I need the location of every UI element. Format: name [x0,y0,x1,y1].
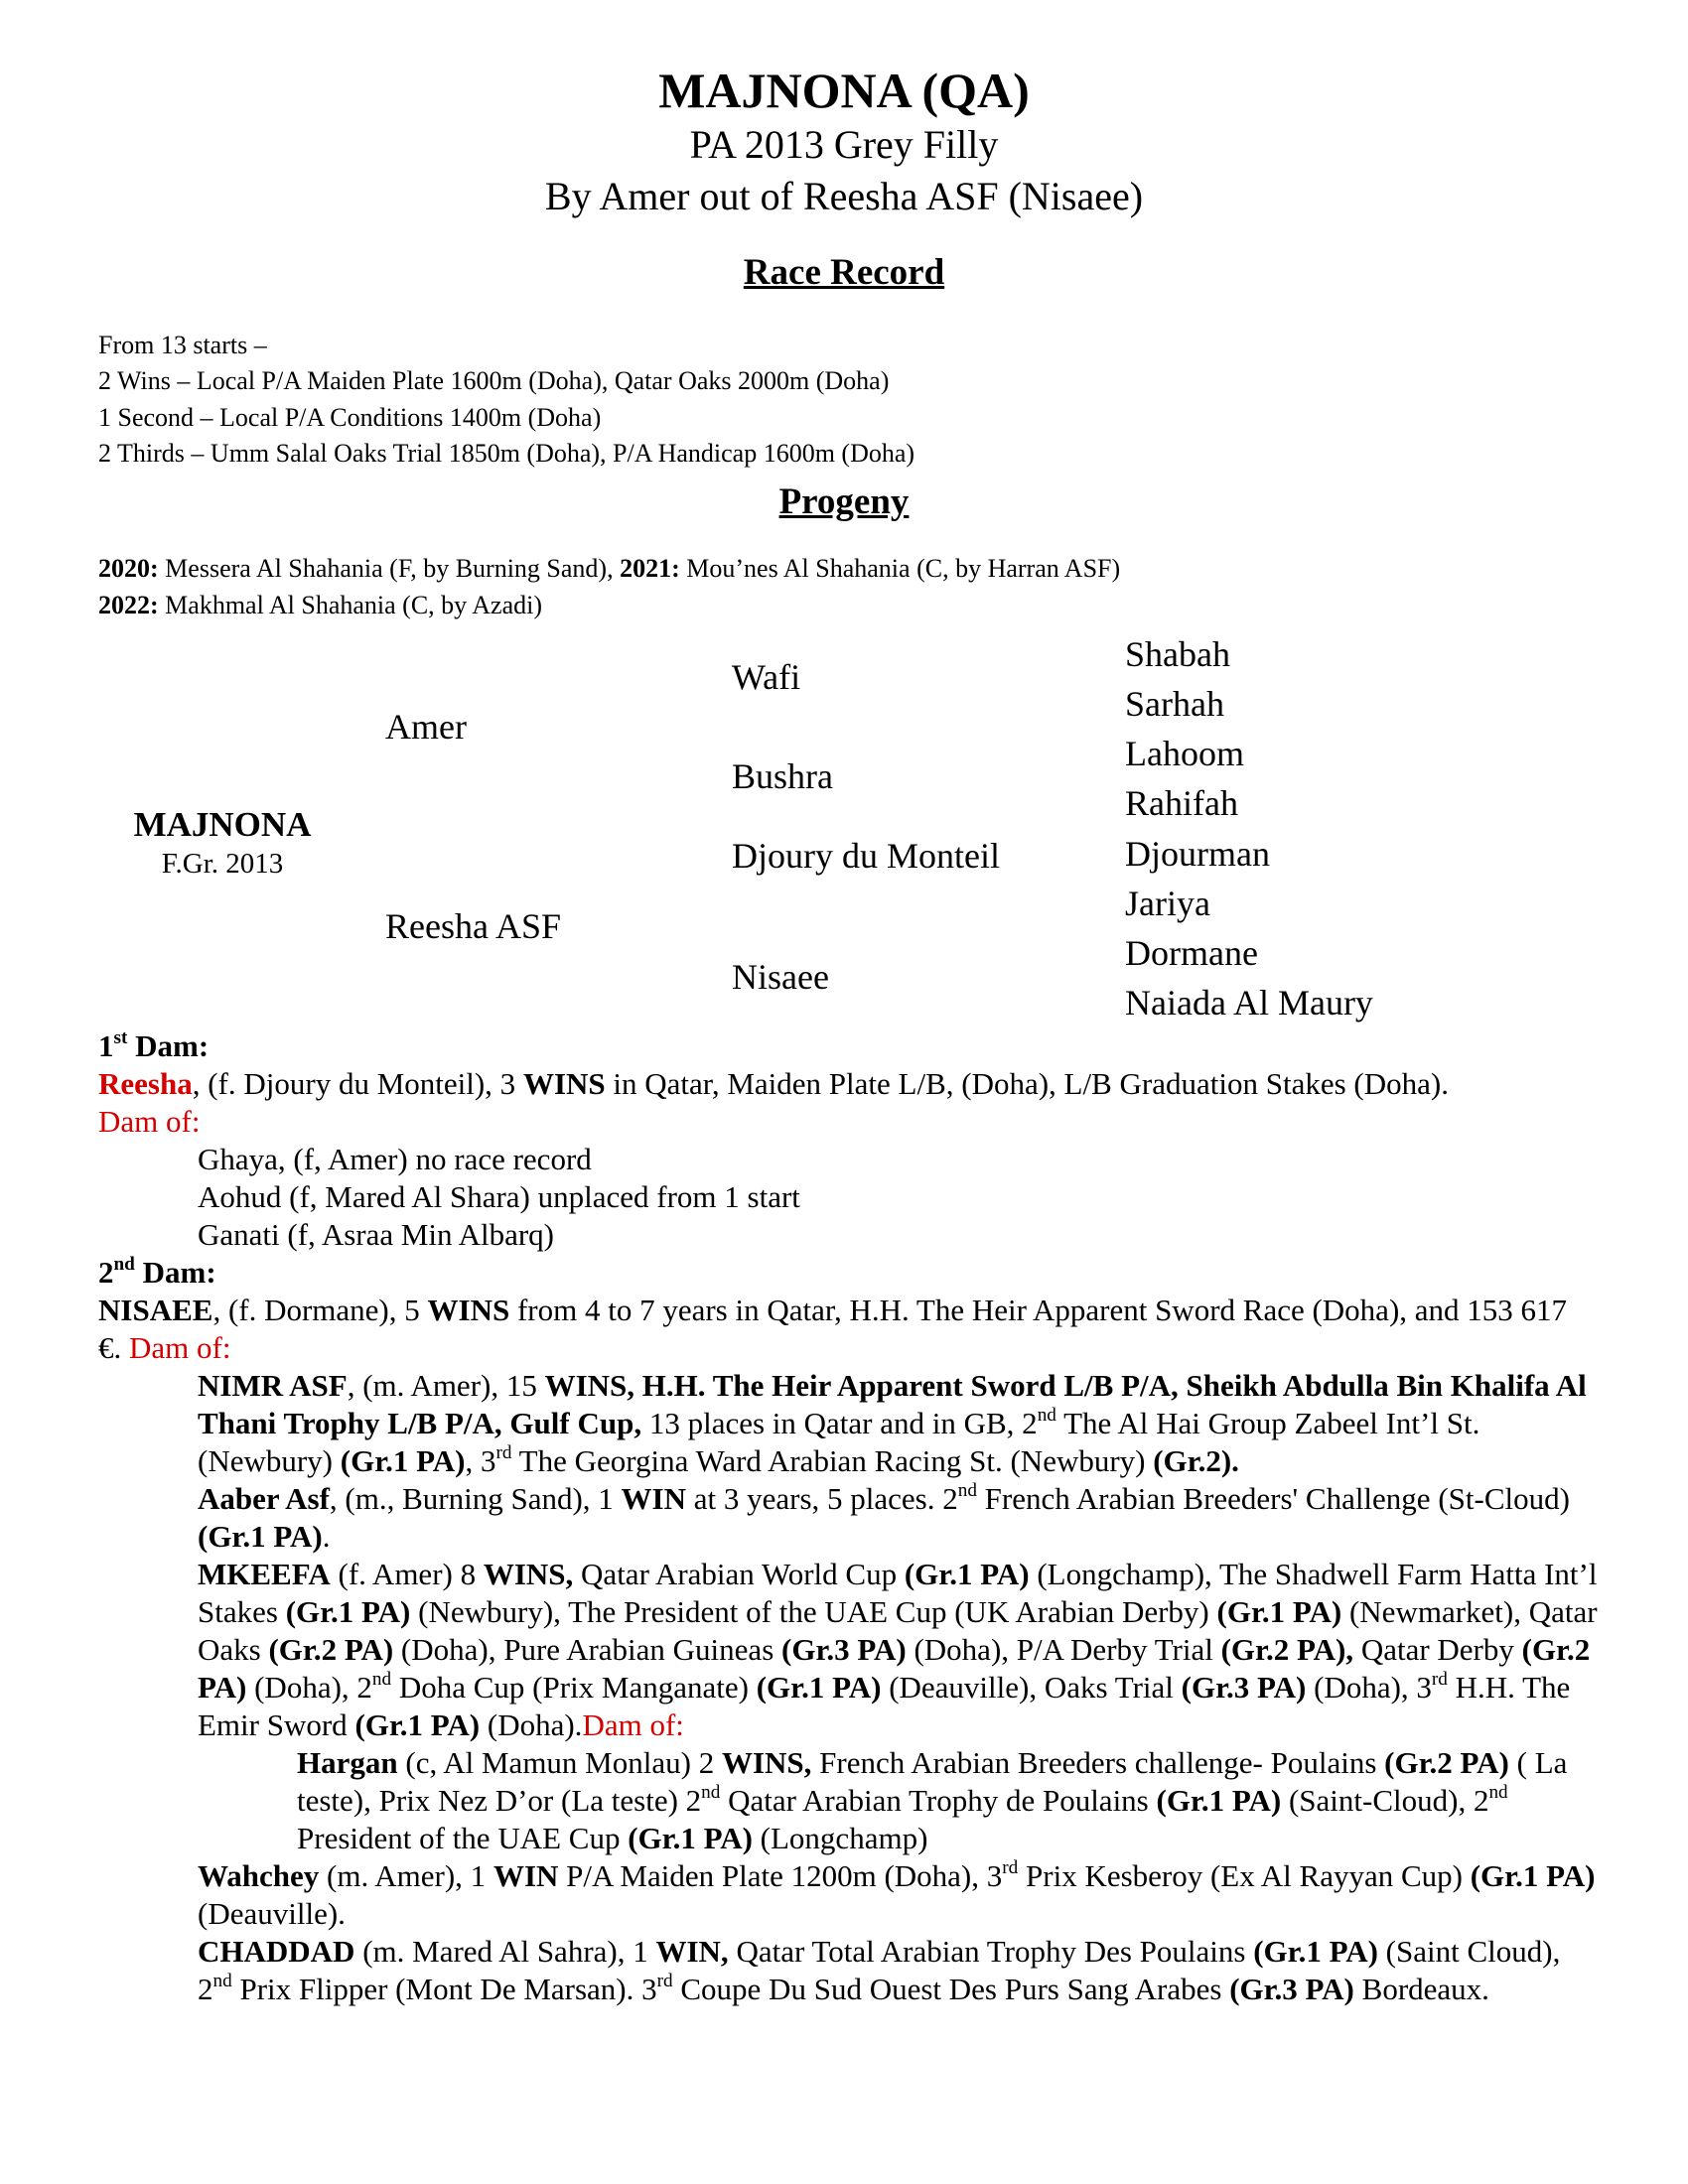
first-dam-entry: Reesha, (f. Djoury du Monteil), 3 WINS in Qatar, Maiden Plate L/B, (Doha), L/B Graduation Stakes (Doha). [98,1066,1449,1101]
offspring-entry: MKEEFA (f. Amer) 8 WINS, Qatar Arabian World Cup (Gr.1 PA) (Longchamp), The Shadwell Farm Hatta Int’l Stakes (Gr.1 PA) (Newbury), The President of the UAE Cup (UK Arabian Derby) (Gr.1 PA) (Newmarket), Qatar Oaks (Gr.2 PA) (Doha), Pure Arabian Guineas (Gr.3 PA) (Doha), P/A Derby Trial (Gr.2 PA), Qatar Derby (Gr.2 PA) (Doha), 2nd Doha Cup (Prix Manganate) (Gr.1 PA) (Deauville), Oaks Trial (Gr.3 PA) (Doha), 3rd H.H. The Emir Sword (Gr.1 PA) (Doha).Dam of: [198,1557,1598,1742]
pedigree-gen2-item: Djoury du Monteil [732,836,1000,876]
progeny-entry: Mou’nes Al Shahania (C, by Harran ASF) [686,554,1121,583]
pedigree-gen3-item: Dormane [1125,933,1258,973]
progeny-year: 2022: [98,591,159,619]
dam-of-label: Dam of: [98,1104,201,1139]
race-record-line: From 13 starts – [98,331,267,359]
race-record-line: 1 Second – Local P/A Conditions 1400m (Doha) [98,403,602,432]
offspring-entry: Wahchey (m. Amer), 1 WIN P/A Maiden Plate 1200m (Doha), 3rd Prix Kesberoy (Ex Al Rayyan Cup) (Gr.1 PA) (Deauville). [198,1856,1596,1931]
first-dam-heading: 1st Dam: [98,1026,210,1063]
pedigree-gen2-item: Bushra [732,756,833,796]
pedigree-horse-detail: F.Gr. 2013 [161,848,284,880]
offspring-entry: Ganati (f, Asraa Min Albarq) [198,1217,554,1252]
pedigree-gen3-item: Naiada Al Maury [1125,983,1373,1023]
pedigree-gen3-item: Lahoom [1125,734,1244,773]
pedigree-subject [123,804,322,882]
race-record-line: 2 Wins – Local P/A Maiden Plate 1600m (Doha), Qatar Oaks 2000m (Doha) [98,366,890,395]
offspring-entry: Aaber Asf, (m., Burning Sand), 1 WIN at 3 years, 5 places. 2nd French Arabian Breeders' Challenge (St-Cloud) (Gr.1 PA). [198,1479,1570,1554]
pedigree-gen3-item: Sarhah [1125,684,1224,724]
breeding-line: By Amer out of Reesha ASF (Nisaee) [544,174,1144,218]
progeny-line [98,551,1120,587]
pedigree-gen3-item: Djourman [1125,834,1270,874]
progeny-entry: Makhmal Al Shahania (C, by Azadi) [165,591,542,619]
progeny-year: 2020: [98,554,159,583]
race-record-heading: Race Record [743,252,945,293]
dam-section [98,1027,1598,2008]
pedigree-sire: Amer [385,707,467,747]
pedigree-gen3-item: Rahifah [1125,783,1238,823]
pedigree-gen2-item: Wafi [732,657,801,697]
second-dam-entry: NISAEE, (f. Dormane), 5 WINS from 4 to 7 years in Qatar, H.H. The Heir Apparent Sword Race (Doha), and 153 617 €. Dam of: [98,1293,1568,1365]
progeny-year: 2021: [620,554,680,583]
pedigree-gen2-item: Nisaee [732,957,829,997]
pedigree-horse-name: MAJNONA [133,805,312,844]
pedigree-dam: Reesha ASF [385,906,562,946]
race-record-line: 2 Thirds – Umm Salal Oaks Trial 1850m (Doha), P/A Handicap 1600m (Doha) [98,439,915,468]
pedigree-gen3-item: Jariya [1125,884,1210,923]
progeny-entry: Messera Al Shahania (F, by Burning Sand), [165,554,614,583]
offspring-entry: NIMR ASF, (m. Amer), 15 WINS, H.H. The Heir Apparent Sword L/B P/A, Sheikh Abdulla Bin Khalifa Al Thani Trophy L/B P/A, Gulf Cup, 13 places in Qatar and in GB, 2nd The Al Hai Group Zabeel Int’l St. (Newbury) (Gr.1 PA), 3rd The Georgina Ward Arabian Racing St. (Newbury) (Gr.2). [198,1368,1587,1478]
offspring-entry: CHADDAD (m. Mared Al Sahra), 1 WIN, Qatar Total Arabian Trophy Des Poulains (Gr.1 PA) (Saint Cloud), 2nd Prix Flipper (Mont De Marsan). 3rd Coupe Du Sud Ouest Des Purs Sang Arabes (Gr.3 PA) Bordeaux. [198,1934,1561,2006]
progeny-heading: Progeny [778,481,910,522]
horse-title: MAJNONA (QA) [658,63,1030,118]
pedigree-gen3-item: Shabah [1125,634,1230,674]
offspring-entry: Hargan (c, Al Mamun Monlau) 2 WINS, French Arabian Breeders challenge- Poulains (Gr.2 PA) ( La teste), Prix Nez D’or (La teste) 2nd Qatar Arabian Trophy de Poulains (Gr.1 PA) (Saint-Cloud), 2nd President of the UAE Cup (Gr.1 PA) (Longchamp) [297,1745,1568,1855]
second-dam-heading: 2nd Dam: [98,1253,216,1290]
offspring-entry: Ghaya, (f, Amer) no race record [198,1142,592,1176]
progeny-line [98,588,542,623]
horse-subtitle: PA 2013 Grey Filly [689,122,999,167]
offspring-entry: Aohud (f, Mared Al Shara) unplaced from 1 start [198,1179,800,1214]
